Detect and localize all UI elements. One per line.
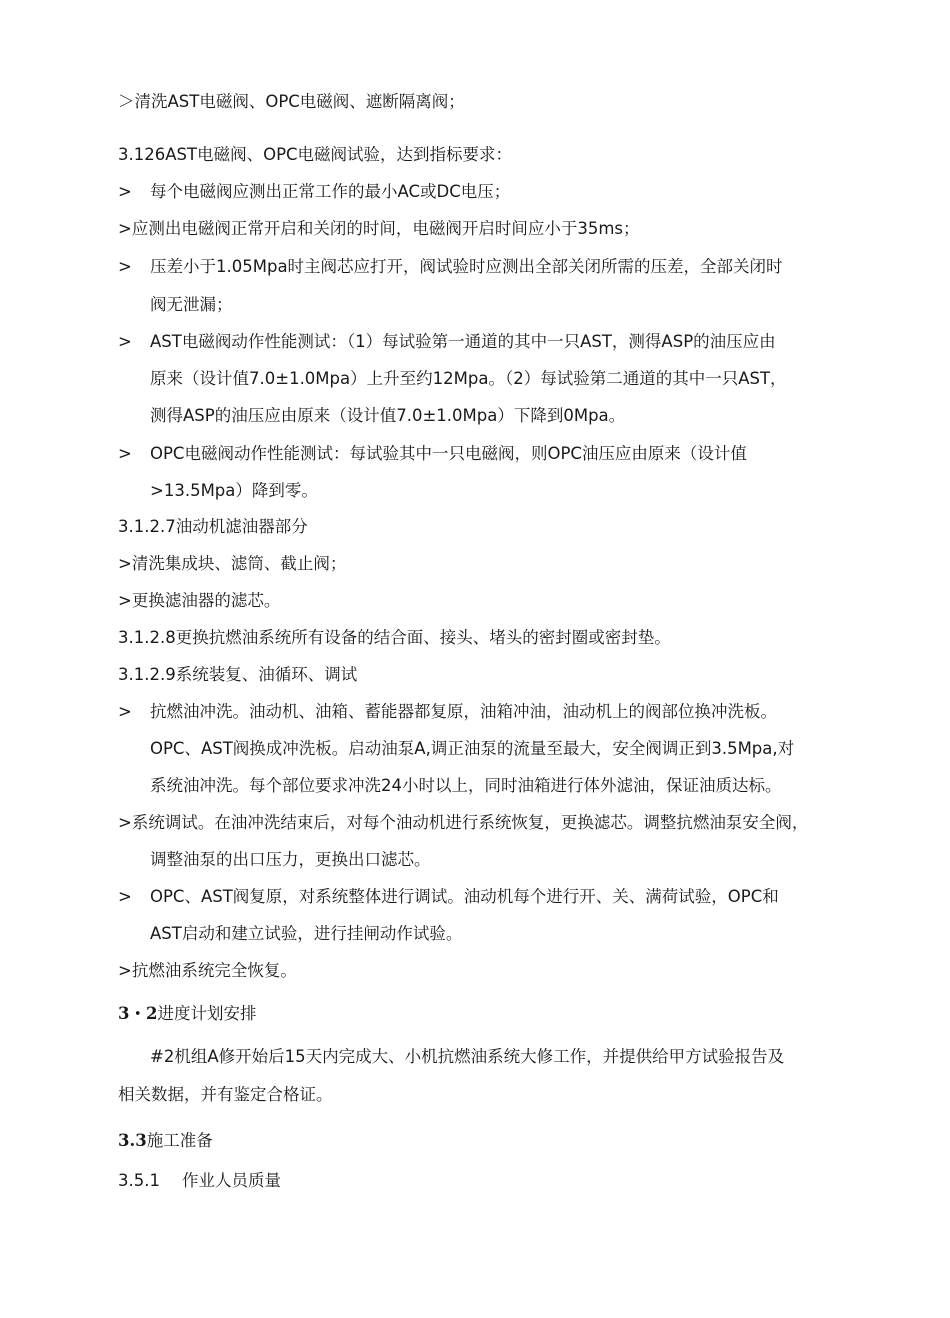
section-3-1-2-8-heading: 3.1.2.8更换抗燃油系统所有设备的结合面、接头、堵头的密封圈或密封垫。	[118, 628, 671, 647]
item-oil-flush-cont-2: 系统油冲洗。每个部位要求冲洗24小时以上，同时油箱进行体外滤油，保证油质达标。	[150, 776, 782, 795]
item-ast-test-cont-1: 原来（设计值7.0±1.0Mpa）上升至约12Mpa。（2）每试验第二通道的其中一只AST，	[150, 369, 787, 388]
schedule-paragraph: #2机组A修开始后15天内完成大、小机抗燃油系统大修工作，并提供给甲方试验报告及	[150, 1047, 785, 1066]
item-clean-valves: ＞清洗AST电磁阀、OPC电磁阀、遮断隔离阀；	[118, 92, 465, 111]
item-oil-flush: 抗燃油冲洗。油动机、油箱、蓄能器都复原，油箱冲油，油动机上的阀部位换冲洗板。	[150, 702, 777, 721]
bullet-marker: >	[118, 257, 132, 276]
section-title: 进度计划安排	[157, 1004, 257, 1023]
bullet-marker: >	[118, 702, 132, 721]
item-opc-test: OPC电磁阀动作性能测试：每试验其中一只电磁阀，则OPC油压应由原来（设计值	[150, 444, 747, 463]
item-system-debug-cont: 调整油泵的出口压力，更换出口滤芯。	[150, 850, 431, 869]
item-min-voltage: 每个电磁阀应测出正常工作的最小AC或DC电压；	[150, 182, 511, 201]
item-opc-test-cont: >13.5Mpa）降到零。	[150, 481, 318, 500]
section-3-1-2-7-heading: 3.1.2.7油动机滤油器部分	[118, 517, 308, 536]
section-title: 作业人员质量	[181, 1171, 281, 1190]
schedule-paragraph-cont: 相关数据，并有鉴定合格证。	[118, 1085, 333, 1104]
section-number: 3.5.1	[118, 1171, 160, 1190]
item-open-close-time: >应测出电磁阀正常开启和关闭的时间，电磁阀开启时间应小于35ms；	[118, 219, 640, 238]
section-3-1-2-6-heading: 3.126AST电磁阀、OPC电磁阀试验，达到指标要求：	[118, 145, 513, 164]
section-number: 3・2	[118, 1004, 158, 1023]
section-number: 3.3	[118, 1131, 147, 1150]
section-3-2-heading	[118, 1006, 256, 1023]
item-pressure-diff: 压差小于1.05Mpa时主阀芯应打开，阀试验时应测出全部关闭所需的压差，全部关闭时	[150, 257, 783, 276]
item-pressure-diff-cont: 阀无泄漏；	[150, 295, 233, 314]
item-valve-restore-cont: AST启动和建立试验，进行挂闸动作试验。	[150, 924, 463, 943]
item-clean-block: >清洗集成块、滤筒、截止阀；	[118, 554, 347, 573]
bullet-marker: >	[118, 887, 132, 906]
bullet-marker: >	[118, 332, 132, 351]
item-valve-restore: OPC、AST阀复原，对系统整体进行调试。油动机每个进行开、关、满荷试验，OPC和	[150, 887, 779, 906]
section-title: 施工准备	[146, 1131, 213, 1150]
item-system-recovered: >抗燃油系统完全恢复。	[118, 961, 297, 980]
section-3-3-heading	[118, 1133, 213, 1150]
item-ast-test-cont-2: 测得ASP的油压应由原来（设计值7.0±1.0Mpa）下降到0Mpa。	[150, 406, 626, 425]
section-3-1-2-9-heading: 3.1.2.9系统装复、油循环、调试	[118, 665, 358, 684]
section-3-5-1-heading	[118, 1173, 281, 1190]
item-system-debug: >系统调试。在油冲洗结束后，对每个油动机进行系统恢复，更换滤芯。调整抗燃油泵安全阀，	[118, 813, 809, 832]
item-ast-test: AST电磁阀动作性能测试：（1）每试验第一通道的其中一只AST，测得ASP的油压应由	[150, 332, 776, 351]
bullet-marker: >	[118, 182, 132, 201]
bullet-marker: >	[118, 444, 132, 463]
item-oil-flush-cont-1: OPC、AST阀换成冲洗板。启动油泵A,调正油泵的流量至最大，安全阀调正到3.5Mpa,对	[150, 739, 795, 758]
item-replace-filter: >更换滤油器的滤芯。	[118, 591, 281, 610]
